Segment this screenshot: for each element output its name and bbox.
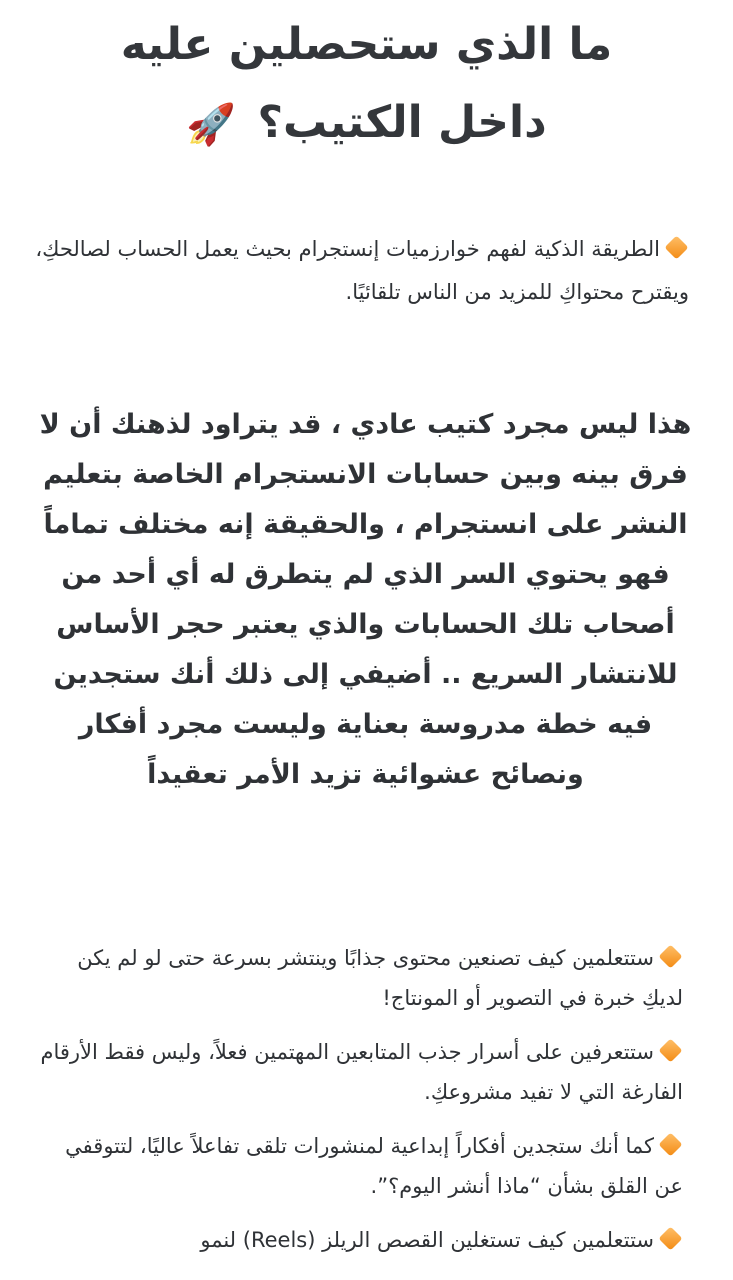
orange-diamond-icon <box>658 944 682 968</box>
list-item-text: كما أنك ستجدين أفكاراً إبداعية لمنشورات تلقى تفاعلاً عاليًا، لتتوقفي عن القلق بشأن “ماذا أنشر اليوم؟”. <box>65 1134 683 1198</box>
list-item <box>38 1032 683 1112</box>
title-text: ما الذي ستحصلين عليه داخل الكتيب؟ <box>120 19 613 148</box>
intro-text: الطريقة الذكية لفهم خوارزميات إنستجرام بحيث يعمل الحساب لصالحكِ، ويقترح محتواكِ للمزيد من الناس تلقائيًا. <box>35 237 689 304</box>
list-item-text: ستتعلمين كيف تستغلين القصص الريلز (Reels) لنمو <box>200 1228 654 1252</box>
orange-diamond-icon <box>664 235 688 259</box>
intro-paragraph <box>30 228 689 314</box>
orange-diamond-icon <box>658 1038 682 1062</box>
list-item-text: ستتعلمين كيف تصنعين محتوى جذابًا وينتشر بسرعة حتى لو لم يكن لديكِ خبرة في التصوير أو المونتاج! <box>77 946 683 1010</box>
benefits-list <box>38 938 683 1274</box>
list-item <box>38 1220 683 1260</box>
page-title <box>60 6 673 164</box>
list-item-text: ستتعرفين على أسرار جذب المتابعين المهتمين فعلاً، وليس فقط الأرقام الفارغة التي لا تفيد مشروعكِ. <box>40 1040 683 1104</box>
rocket-icon: 🚀 <box>186 102 237 148</box>
orange-diamond-icon <box>658 1226 682 1250</box>
list-item <box>38 1126 683 1206</box>
orange-diamond-icon <box>658 1132 682 1156</box>
main-paragraph: هذا ليس مجرد كتيب عادي ، قد يتراود لذهنك أن لا فرق بينه وبين حسابات الانستجرام الخاصة بتعليم النشر على انستجرام ، والحقيقة إنه مختلف تماماً فهو يحتوي السر الذي لم يتطرق له أي أحد من أصحاب تلك الحسابات والذي يعتبر حجر الأساس للانتشار السريع .. أضيفي إلى ذلك أنك ستجدين فيه خطة مدروسة بعناية وليست مجرد أفكار ونصائح عشوائية تزيد الأمر تعقيداً <box>39 409 692 790</box>
list-item <box>38 938 683 1018</box>
